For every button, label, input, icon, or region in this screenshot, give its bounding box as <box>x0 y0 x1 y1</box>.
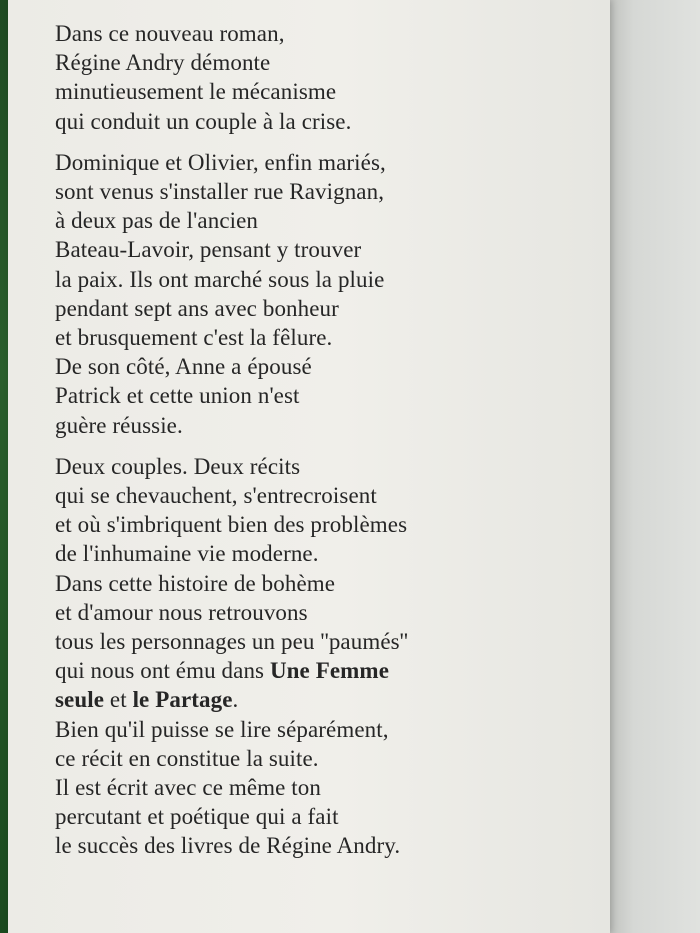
text-line: Dans cette histoire de bohème <box>55 570 336 596</box>
text-line: Bateau-Lavoir, pensant y trouver <box>55 237 362 263</box>
blurb-text <box>55 19 475 873</box>
text-line: la paix. Ils ont marché sous la pluie <box>55 266 385 292</box>
plain-text: et <box>104 687 133 713</box>
text-line: De son côté, Anne a épousé <box>55 354 312 380</box>
book-page <box>8 0 610 933</box>
text-line: minutieusement le mécanisme <box>55 79 337 105</box>
paragraph-2 <box>55 148 475 440</box>
text-line: Dans ce nouveau roman, <box>55 21 285 46</box>
text-line: Bien qu'il puisse se lire séparément, <box>55 716 389 742</box>
text-line: Deux couples. Deux récits <box>55 453 301 479</box>
background-surface <box>605 0 700 933</box>
text-line: et d'amour nous retrouvons <box>55 599 308 625</box>
text-line: tous les personnages un peu ''paumés'' <box>55 629 409 655</box>
paragraph-3 <box>55 452 475 861</box>
text-line: à deux pas de l'ancien <box>55 208 259 234</box>
book-title-une-femme: Une Femme <box>269 658 389 684</box>
text-line-mixed <box>55 656 475 685</box>
text-line: le succès des livres de Régine Andry. <box>55 833 401 859</box>
text-line: et où s'imbriquent bien des problèmes <box>55 512 408 538</box>
text-line: et brusquement c'est la fêlure. <box>55 325 333 351</box>
text-line-mixed <box>55 685 475 714</box>
text-line: sont venus s'installer rue Ravignan, <box>55 179 385 205</box>
text-line: ce récit en constitue la suite. <box>55 745 319 771</box>
paragraph-1 <box>55 19 475 136</box>
text-line: qui conduit un couple à la crise. <box>55 108 352 134</box>
plain-text: . <box>232 687 239 713</box>
text-line: Il est écrit avec ce même ton <box>55 775 321 801</box>
text-line: Dominique et Olivier, enfin mariés, <box>55 149 386 175</box>
plain-text: qui nous ont ému dans <box>55 658 270 684</box>
text-line: pendant sept ans avec bonheur <box>55 295 339 321</box>
text-line: Patrick et cette union n'est <box>55 383 300 409</box>
text-line: guère réussie. <box>55 412 183 438</box>
book-title-seule: seule <box>55 687 105 713</box>
text-line: Régine Andry démonte <box>55 50 271 76</box>
book-title-le-partage: le Partage <box>132 687 233 713</box>
text-line: qui se chevauchent, s'entrecroisent <box>55 483 377 509</box>
text-line: de l'inhumaine vie moderne. <box>55 541 319 567</box>
text-line: percutant et poétique qui a fait <box>55 804 339 830</box>
